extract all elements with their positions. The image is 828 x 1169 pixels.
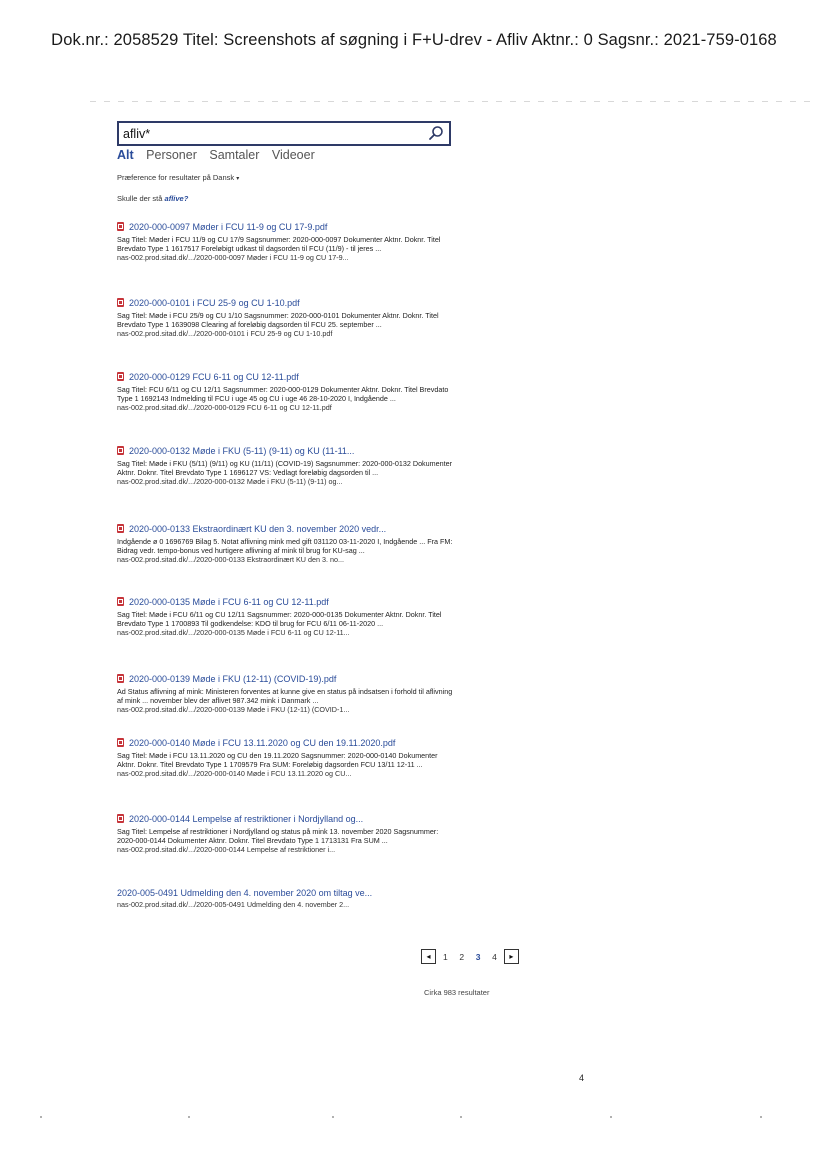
result-snippet: Indgående ø 0 1696769 Bilag 5. Notat aflivning mink med gift 031120 03-11-2020 I, Indgående ... Fra FM: Bidrag vedr. tempo-bonus ved hurtigere aflivning af mink til brug for KU-sag ... xyxy=(117,537,453,555)
result-title: 2020-000-0129 FCU 6-11 og CU 12-11.pdf xyxy=(129,372,299,382)
result-title-link[interactable] xyxy=(117,297,457,310)
scan-artifact xyxy=(332,1116,334,1118)
result-snippet: Sag Titel: Møde i FKU (5/11) (9/11) og KU (11/11) (COVID-19) Sagsnummer: 2020-000-0132 Dokumenter Aktnr. Doknr. Titel Brevdato Type 1 1696127 VS: Vedlagt foreløbig dagsorden til ... xyxy=(117,459,453,477)
result-url: nas-002.prod.sitad.dk/.../2020-000-0097 Møder i FCU 11-9 og CU 17-9... xyxy=(117,253,349,262)
scan-divider xyxy=(90,101,810,102)
tab-people[interactable]: Personer xyxy=(146,148,197,162)
result-url: nas-002.prod.sitad.dk/.../2020-005-0491 Udmelding den 4. november 2... xyxy=(117,900,350,909)
language-preference[interactable] xyxy=(117,173,239,182)
pdf-file-icon xyxy=(117,222,124,231)
search-result xyxy=(117,523,457,564)
result-url: nas-002.prod.sitad.dk/.../2020-000-0133 Ekstraordinært KU den 3. no... xyxy=(117,555,344,564)
result-title-link[interactable] xyxy=(117,371,457,384)
scan-artifact xyxy=(40,1116,42,1118)
result-title-link[interactable] xyxy=(117,445,457,458)
result-title-link[interactable] xyxy=(117,596,457,609)
search-result xyxy=(117,297,457,338)
result-url: nas-002.prod.sitad.dk/.../2020-000-0144 Lempelse af restriktioner i... xyxy=(117,845,336,854)
search-result xyxy=(117,596,457,637)
result-title-link[interactable] xyxy=(117,737,457,750)
pdf-file-icon xyxy=(117,372,124,381)
search-result xyxy=(117,887,457,909)
pdf-file-icon xyxy=(117,814,124,823)
search-result xyxy=(117,737,457,778)
result-title-link[interactable] xyxy=(117,887,457,900)
result-snippet: Sag Titel: Møde i FCU 6/11 og CU 12/11 Sagsnummer: 2020-000-0135 Dokumenter Aktnr. Doknr. Titel Brevdato Type 1 1700893 Til godkendelse: KDO til brug for FCU 6/11 06-11-2020 ... xyxy=(117,610,442,628)
page-link-3[interactable]: 3 xyxy=(475,951,481,962)
search-result xyxy=(117,221,457,262)
search-icon[interactable] xyxy=(428,125,444,141)
result-title: 2020-000-0097 Møder i FCU 11-9 og CU 17-9.pdf xyxy=(129,222,328,232)
result-title: 2020-005-0491 Udmelding den 4. november 2020 om tiltag ve... xyxy=(117,888,373,898)
result-title-link[interactable] xyxy=(117,813,457,826)
result-url: nas-002.prod.sitad.dk/.../2020-000-0135 Møde i FCU 6-11 og CU 12-11... xyxy=(117,628,350,637)
pdf-file-icon xyxy=(117,738,124,747)
result-snippet: Sag Titel: Møde i FCU 13.11.2020 og CU den 19.11.2020 Sagsnummer: 2020-000-0140 Dokumenter Aktnr. Doknr. Titel Brevdato Type 1 1709579 Fra SUM: Foreløbig dagsorden FCU 13/11 12-11 ... xyxy=(117,751,438,769)
scan-artifact xyxy=(760,1116,762,1118)
pdf-file-icon xyxy=(117,524,124,533)
result-snippet: Sag Titel: Lempelse af restriktioner i Nordjylland og status på mink 13. november 2020 Sagsnummer: 2020-000-0144 Dokumenter Aktnr. Doknr. Titel Brevdato Type 1 1713131 Fra SUM ... xyxy=(117,827,439,845)
chevron-down-icon: ▾ xyxy=(236,176,240,182)
search-result xyxy=(117,673,457,714)
prev-page-button[interactable]: ◂ xyxy=(421,949,436,964)
pdf-file-icon xyxy=(117,597,124,606)
tab-all[interactable]: Alt xyxy=(117,148,134,162)
result-url: nas-002.prod.sitad.dk/.../2020-000-0140 Møde i FCU 13.11.2020 og CU... xyxy=(117,769,352,778)
result-title: 2020-000-0144 Lempelse af restriktioner i Nordjylland og... xyxy=(129,814,364,824)
result-title: 2020-000-0132 Møde i FKU (5-11) (9-11) og KU (11-11... xyxy=(129,446,355,456)
result-snippet: Sag Titel: FCU 6/11 og CU 12/11 Sagsnummer: 2020-000-0129 Dokumenter Aktnr. Doknr. Titel Brevdato Type 1 1692143 Indmelding til FCU i uge 45 og CU i uge 46 28-10-2020 I, Indgående ... xyxy=(117,385,449,403)
next-page-button[interactable]: ▸ xyxy=(504,949,519,964)
scan-artifact xyxy=(460,1116,462,1118)
search-result xyxy=(117,445,457,486)
pdf-file-icon xyxy=(117,298,124,307)
page-link-1[interactable]: 1 xyxy=(443,951,448,962)
result-snippet: Ad Status aflivning af mink: Ministeren forventes at kunne give en status på indsatsen i forhold til aflivning af mink ... november blev der aflivet 987.342 mink i Danmark ... xyxy=(117,687,453,705)
result-url: nas-002.prod.sitad.dk/.../2020-000-0139 Møde i FKU (12-11) (COVID-1... xyxy=(117,705,350,714)
search-tabs xyxy=(117,148,324,162)
result-count: Cirka 983 resultater xyxy=(424,988,490,997)
result-url: nas-002.prod.sitad.dk/.../2020-000-0101 i FCU 25-9 og CU 1-10.pdf xyxy=(117,329,333,338)
search-result xyxy=(117,813,457,854)
search-box[interactable] xyxy=(117,121,451,146)
spelling-suggestion-link[interactable]: aflive? xyxy=(164,194,189,203)
spelling-suggestion xyxy=(117,194,188,203)
spelling-prefix: Skulle der stå xyxy=(117,194,163,203)
result-snippet: Sag Titel: Møder i FCU 11/9 og CU 17/9 Sagsnummer: 2020-000-0097 Dokumenter Aktnr. Doknr. Titel Brevdato Type 1 1617517 Foreløbigt udkast til dagsorden til FCU (11/9) - til jeres ... xyxy=(117,235,441,253)
search-input[interactable] xyxy=(123,125,423,142)
result-title: 2020-000-0101 i FCU 25-9 og CU 1-10.pdf xyxy=(129,298,300,308)
result-url: nas-002.prod.sitad.dk/.../2020-000-0129 FCU 6-11 og CU 12-11.pdf xyxy=(117,403,332,412)
scan-artifact xyxy=(610,1116,612,1118)
result-title-link[interactable] xyxy=(117,523,457,536)
result-title: 2020-000-0133 Ekstraordinært KU den 3. november 2020 vedr... xyxy=(129,524,387,534)
pdf-file-icon xyxy=(117,674,124,683)
page-number: 4 xyxy=(579,1073,585,1083)
tab-conversations[interactable]: Samtaler xyxy=(209,148,260,162)
search-panel xyxy=(117,121,452,203)
result-url: nas-002.prod.sitad.dk/.../2020-000-0132 Møde i FKU (5-11) (9-11) og... xyxy=(117,477,343,486)
scan-artifact xyxy=(188,1116,190,1118)
page-link-2[interactable]: 2 xyxy=(459,951,465,962)
tab-videos[interactable]: Videoer xyxy=(271,148,315,162)
result-snippet: Sag Titel: Møde i FCU 25/9 og CU 1/10 Sagsnummer: 2020-000-0101 Dokumenter Aktnr. Doknr. Titel Brevdato Type 1 1639098 Clearing af foreløbig dagsorden til FCU 25. september ... xyxy=(117,311,439,329)
result-title-link[interactable] xyxy=(117,673,457,686)
pdf-file-icon xyxy=(117,446,124,455)
pagination xyxy=(421,949,519,967)
result-title-link[interactable] xyxy=(117,221,457,234)
page-link-4[interactable]: 4 xyxy=(492,951,497,962)
result-title: 2020-000-0135 Møde i FCU 6-11 og CU 12-11.pdf xyxy=(129,597,329,607)
result-title: 2020-000-0139 Møde i FKU (12-11) (COVID-19).pdf xyxy=(129,674,337,684)
document-header: Dok.nr.: 2058529 Titel: Screenshots af søgning i F+U-drev - Afliv Aktnr.: 0 Sagsnr.: 2021-759-0168 xyxy=(51,31,777,49)
search-result xyxy=(117,371,457,412)
result-title: 2020-000-0140 Møde i FCU 13.11.2020 og CU den 19.11.2020.pdf xyxy=(129,738,396,748)
language-preference-label: Præference for resultater på Dansk xyxy=(117,173,235,182)
